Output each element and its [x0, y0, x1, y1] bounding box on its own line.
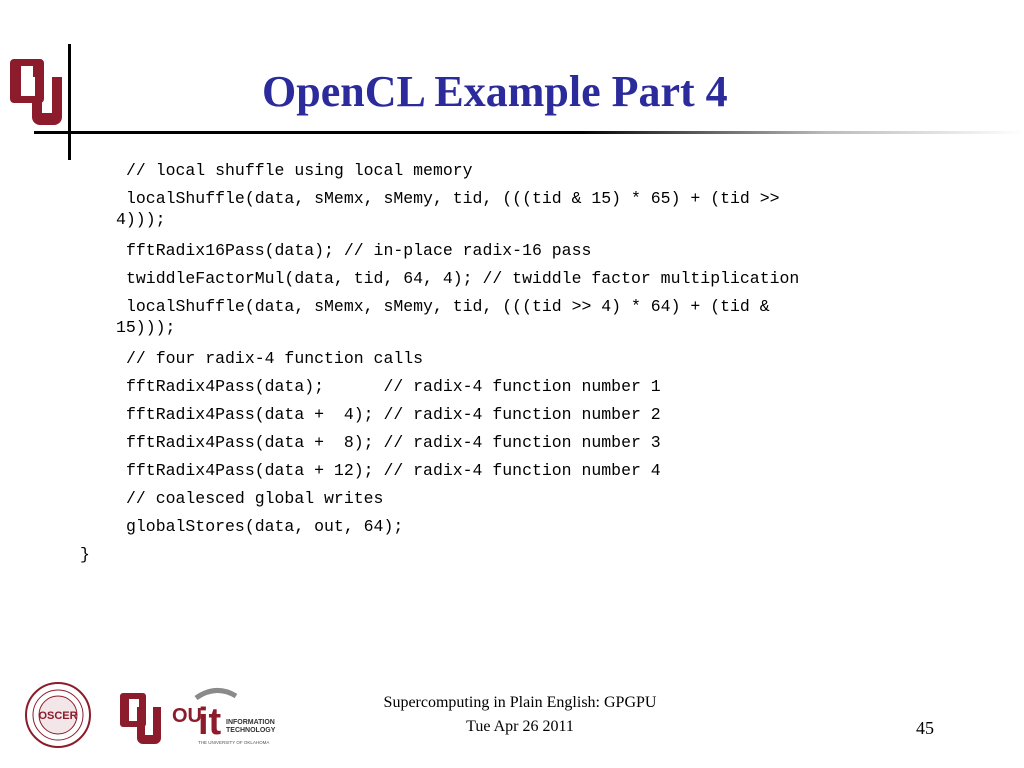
code-line: globalStores(data, out, 64);: [126, 517, 404, 536]
code-line: localShuffle(data, sMemx, sMemy, tid, (((tid & 15) * 65) + (tid >>: [126, 189, 780, 208]
it-logo: [172, 690, 276, 745]
code-line: fftRadix4Pass(data + 4); // radix-4 function number 2: [126, 405, 661, 424]
oscer-logo: [26, 683, 90, 747]
code-line: fftRadix4Pass(data + 12); // radix-4 function number 4: [126, 461, 661, 480]
code-line: fftRadix4Pass(data + 8); // radix-4 function number 3: [126, 433, 661, 452]
oscer-logo-text: OSCER: [38, 710, 78, 722]
it-logo-text-line2: TECHNOLOGY: [226, 727, 276, 734]
code-line: twiddleFactorMul(data, tid, 64, 4); // twiddle factor multiplication: [126, 269, 800, 288]
svg-text:OU: OU: [172, 705, 202, 727]
code-line: 4)));: [116, 210, 166, 229]
code-line: // local shuffle using local memory: [126, 161, 473, 180]
footer-course-title: Supercomputing in Plain English: GPGPU: [383, 694, 657, 711]
code-line: localShuffle(data, sMemx, sMemy, tid, (((tid >> 4) * 64) + (tid &: [126, 297, 770, 316]
header-vertical-rule: [68, 44, 71, 160]
it-logo-letters: it: [198, 701, 222, 743]
footer: [330, 691, 710, 739]
ou-logo: [10, 55, 66, 133]
code-line: // coalesced global writes: [126, 489, 384, 508]
code-line: fftRadix16Pass(data); // in-place radix-16 pass: [126, 241, 592, 260]
code-line: fftRadix4Pass(data); // radix-4 function number 1: [126, 377, 661, 396]
slide-title: OpenCL Example Part 4: [262, 67, 728, 116]
it-logo-text-line1: INFORMATION: [226, 719, 275, 726]
footer-date: Tue Apr 26 2011: [466, 718, 574, 735]
code-line: }: [80, 545, 90, 564]
page-number: 45: [916, 718, 934, 738]
ou-footer-logo: [120, 693, 161, 744]
code-line: 15)));: [116, 318, 176, 337]
header-horizontal-rule: [34, 131, 1024, 134]
code-line: // four radix-4 function calls: [126, 349, 424, 368]
it-logo-subtext: THE UNIVERSITY OF OKLAHOMA: [198, 740, 270, 745]
footer-logos: [24, 682, 286, 752]
